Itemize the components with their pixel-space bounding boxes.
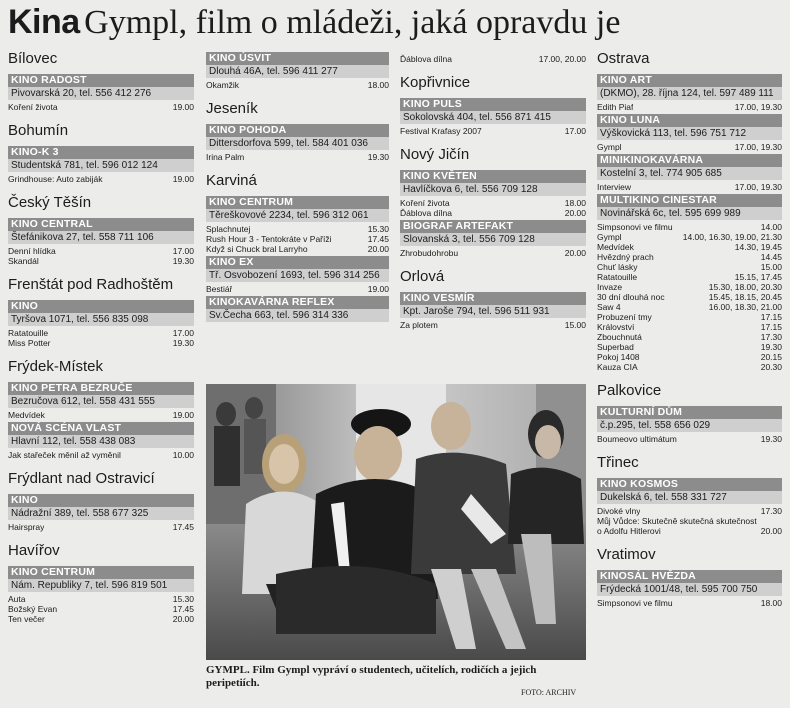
film-title: Probuzení tmy xyxy=(597,312,652,322)
film-list xyxy=(8,592,194,624)
film-showtimes: 17.00, 19.30 xyxy=(734,142,782,152)
city-heading: Třinec xyxy=(597,454,639,471)
cinema-address: Havlíčkova 6, tel. 556 709 128 xyxy=(400,183,586,196)
film-title: Ďáblova dílna xyxy=(400,54,452,64)
film-title: Ratatouille xyxy=(8,328,49,338)
film-showtimes: 15.30 xyxy=(172,594,194,604)
film-title: Boumeovo ultimátum xyxy=(597,434,677,444)
film-row xyxy=(8,604,194,614)
film-showtimes: 17.00, 19.30 xyxy=(734,102,782,112)
cinema-address: Těreškovové 2234, tel. 596 312 061 xyxy=(206,209,389,222)
film-row xyxy=(597,252,782,262)
city-heading: Palkovice xyxy=(597,382,662,399)
film-showtimes: 18.00 xyxy=(564,198,586,208)
film-row xyxy=(8,338,194,348)
film-showtimes: 15.15, 17.45 xyxy=(734,272,782,282)
film-row xyxy=(8,246,194,256)
film-showtimes: 19.30 xyxy=(367,152,389,162)
film-title: Ďáblova dílna xyxy=(400,208,452,218)
cinema-address: Frýdecká 1001/48, tel. 595 700 750 xyxy=(597,583,782,596)
cinema-name: NOVÁ SCÉNA VLAST xyxy=(8,422,194,435)
cinema-listing xyxy=(597,570,782,608)
film-showtimes: 15.00 xyxy=(760,262,782,272)
city-heading: Frýdlant nad Ostravicí xyxy=(8,470,155,487)
cinema-address: Pivovarská 20, tel. 556 412 276 xyxy=(8,87,194,100)
film-showtimes: 20.15 xyxy=(760,352,782,362)
cinema-listing xyxy=(8,422,194,460)
cinema-name: KINOSÁL HVĚZDA xyxy=(597,570,782,583)
cinema-name: KINO KVĚTEN xyxy=(400,170,586,183)
film-row xyxy=(8,256,194,266)
film-row xyxy=(597,598,782,608)
film-row xyxy=(597,222,782,232)
film-showtimes: 14.30, 19.45 xyxy=(734,242,782,252)
cinema-address: Kostelní 3, tel. 774 905 685 xyxy=(597,167,782,180)
film-showtimes: 20.00 xyxy=(172,614,194,624)
film-title: Ten večer xyxy=(8,614,45,624)
listing-column-3 xyxy=(400,52,586,332)
city-heading: Vratimov xyxy=(597,546,656,563)
city-heading: Havířov xyxy=(8,542,60,559)
headline-kina: Kina xyxy=(8,3,80,41)
city-heading: Karviná xyxy=(206,172,257,189)
film-row xyxy=(597,332,782,342)
cinema-listing xyxy=(206,296,389,322)
film-title: Koření života xyxy=(8,102,58,112)
film-showtimes: 15.30 xyxy=(367,224,389,234)
cinema-name: KULTURNÍ DŮM xyxy=(597,406,782,419)
film-list xyxy=(400,246,586,258)
film-title: Saw 4 xyxy=(597,302,621,312)
cinema-name: KINO PULS xyxy=(400,98,586,111)
cinema-address: Dukelská 6, tel. 558 331 727 xyxy=(597,491,782,504)
film-row xyxy=(597,232,782,242)
film-row xyxy=(597,322,782,332)
cinema-name: KINO ART xyxy=(597,74,782,87)
cinema-listing xyxy=(400,220,586,258)
film-row xyxy=(206,80,389,90)
cinema-listing xyxy=(8,300,194,348)
film-showtimes: 18.00 xyxy=(760,598,782,608)
cinema-name: KINO CENTRUM xyxy=(206,196,389,209)
film-still-photo xyxy=(206,384,586,660)
city-heading: Nový Jičín xyxy=(400,146,470,163)
city-heading: Frýdek-Místek xyxy=(8,358,104,375)
film-showtimes: 20.00 xyxy=(760,526,782,536)
cinema-address: Sv.Čecha 663, tel. 596 314 336 xyxy=(206,309,389,322)
cinema-listing xyxy=(597,406,782,444)
city-heading: Frenštát pod Radhoštěm xyxy=(8,276,174,293)
cinema-address: Dlouhá 46A, tel. 596 411 277 xyxy=(206,65,389,78)
film-showtimes: 20.00 xyxy=(367,244,389,254)
film-row xyxy=(206,234,389,244)
cinema-address: Tyršova 1071, tel. 556 835 098 xyxy=(8,313,194,326)
film-showtimes: 14.00 xyxy=(760,222,782,232)
film-showtimes: 17.00 xyxy=(172,328,194,338)
cinema-address: (DKMO), 28. října 124, tel. 597 489 111 xyxy=(597,87,782,100)
cinema-name: KINO ÚSVIT xyxy=(206,52,389,65)
film-list xyxy=(8,326,194,348)
film-row xyxy=(206,152,389,162)
film-title: Hairspray xyxy=(8,522,45,532)
cinema-listing xyxy=(8,494,194,532)
film-title: Auta xyxy=(8,594,26,604)
film-title: Můj Vůdce: Skutečně skutečná skutečnost xyxy=(597,516,757,526)
cinema-name: KINOKAVÁRNA REFLEX xyxy=(206,296,389,309)
film-title: Interview xyxy=(597,182,632,192)
film-showtimes: 19.00 xyxy=(172,102,194,112)
film-list xyxy=(8,520,194,532)
cinema-name: KINO LUNA xyxy=(597,114,782,127)
film-row xyxy=(8,522,194,532)
cinema-listing xyxy=(8,146,194,184)
city-heading: Jeseník xyxy=(206,100,258,117)
cinema-address: č.p.295, tel. 558 656 029 xyxy=(597,419,782,432)
film-title: o Adolfu Hitlerovi xyxy=(597,526,661,536)
film-row xyxy=(400,198,586,208)
film-row xyxy=(597,292,782,302)
film-row xyxy=(597,352,782,362)
cinema-address: Novinářská 6c, tel. 595 699 989 xyxy=(597,207,782,220)
film-row xyxy=(597,302,782,312)
film-row xyxy=(206,224,389,234)
film-showtimes: 19.30 xyxy=(172,338,194,348)
photo-caption xyxy=(206,664,586,690)
film-row xyxy=(597,362,782,372)
film-showtimes: 17.00, 20.00 xyxy=(538,54,586,64)
film-title: Ratatouille xyxy=(597,272,638,282)
film-showtimes: 19.00 xyxy=(367,284,389,294)
film-showtimes: 17.45 xyxy=(367,234,389,244)
film-row xyxy=(400,248,586,258)
cinema-name: KINO-K 3 xyxy=(8,146,194,159)
film-showtimes: 19.30 xyxy=(760,342,782,352)
cinema-name: MULTIKINO CINESTAR xyxy=(597,194,782,207)
film-showtimes: 17.00, 19.30 xyxy=(734,182,782,192)
film-list xyxy=(206,78,389,90)
film-row xyxy=(400,54,586,64)
cinema-name: KINO POHODA xyxy=(206,124,389,137)
film-list xyxy=(400,124,586,136)
film-list xyxy=(8,100,194,112)
cinema-address: Tř. Osvobození 1693, tel. 596 314 256 xyxy=(206,269,389,282)
cinema-listing xyxy=(400,292,586,330)
cinema-address: Dittersdorfova 599, tel. 584 401 036 xyxy=(206,137,389,150)
cinema-listing xyxy=(8,218,194,266)
listing-column-2 xyxy=(206,52,389,324)
listing-column-1 xyxy=(8,50,194,626)
film-showtimes: 17.30 xyxy=(760,332,782,342)
film-row xyxy=(597,182,782,192)
cinema-listing xyxy=(597,478,782,536)
cinema-name: MINIKINOKAVÁRNA xyxy=(597,154,782,167)
film-title: Grindhouse: Auto zabiják xyxy=(8,174,103,184)
film-showtimes: 17.00 xyxy=(564,126,586,136)
cinema-name: KINO CENTRUM xyxy=(8,566,194,579)
film-title: Skandál xyxy=(8,256,39,266)
film-title: Když si Chuck bral Larryho xyxy=(206,244,308,254)
film-showtimes: 15.00 xyxy=(564,320,586,330)
film-title: Božský Evan xyxy=(8,604,58,614)
film-row xyxy=(597,434,782,444)
caption-text: Film Gympl vypráví o studentech, učitelích, rodičích a jejich peripetiích. xyxy=(206,664,537,689)
cinema-name: KINO PETRA BEZRUČE xyxy=(8,382,194,395)
headline xyxy=(8,0,620,44)
cinema-listing xyxy=(597,194,782,372)
film-showtimes: 17.45 xyxy=(172,522,194,532)
film-title: Hvězdný prach xyxy=(597,252,654,262)
cinema-name: KINO CENTRAL xyxy=(8,218,194,231)
film-title: Kauza CIA xyxy=(597,362,638,372)
film-row xyxy=(597,312,782,322)
film-list xyxy=(400,196,586,218)
cinema-name: KINO RADOST xyxy=(8,74,194,87)
film-showtimes: 17.45 xyxy=(172,604,194,614)
film-showtimes: 10.00 xyxy=(172,450,194,460)
cinema-listing xyxy=(400,52,586,64)
film-title: Jak stařeček měnil až vyměnil xyxy=(8,450,121,460)
film-title: Irina Palm xyxy=(206,152,245,162)
film-showtimes: 17.15 xyxy=(760,312,782,322)
cinema-name: KINO xyxy=(8,300,194,313)
film-title: Zhrobudohrobu xyxy=(400,248,459,258)
film-showtimes: 15.30, 18.00, 20.30 xyxy=(708,282,782,292)
film-title: Denní hlídka xyxy=(8,246,56,256)
cinema-listing xyxy=(206,196,389,254)
film-title: Miss Potter xyxy=(8,338,51,348)
film-title: Medvídek xyxy=(597,242,634,252)
cinema-name: KINO KOSMOS xyxy=(597,478,782,491)
film-list xyxy=(597,432,782,444)
film-list xyxy=(597,596,782,608)
film-title: Rush Hour 3 - Tentokráte v Paříži xyxy=(206,234,332,244)
film-row xyxy=(400,208,586,218)
film-row xyxy=(597,102,782,112)
city-heading: Ostrava xyxy=(597,50,650,67)
cinema-listing xyxy=(597,114,782,152)
film-showtimes: 19.00 xyxy=(172,410,194,420)
film-row xyxy=(597,516,782,526)
listing-column-4 xyxy=(597,50,782,610)
cinema-listing xyxy=(8,74,194,112)
city-heading: Kopřivnice xyxy=(400,74,471,91)
film-row xyxy=(597,242,782,252)
film-title: Království xyxy=(597,322,635,332)
film-title: Festival Krafasy 2007 xyxy=(400,126,482,136)
film-row xyxy=(597,506,782,516)
film-list xyxy=(597,504,782,536)
film-title: 30 dní dlouhá noc xyxy=(597,292,665,302)
cinema-listing xyxy=(400,98,586,136)
cinema-address: Sokolovská 404, tel. 556 871 415 xyxy=(400,111,586,124)
film-showtimes: 14.00, 16.30, 19.00, 21.30 xyxy=(682,232,782,242)
film-row xyxy=(400,126,586,136)
city-heading: Český Těšín xyxy=(8,194,92,211)
film-title: Simpsonovi ve filmu xyxy=(597,598,673,608)
film-row xyxy=(8,174,194,184)
film-row xyxy=(8,410,194,420)
cinema-address: Kpt. Jaroše 794, tel. 596 511 931 xyxy=(400,305,586,318)
cinema-listing xyxy=(400,170,586,218)
film-title: Okamžik xyxy=(206,80,240,90)
film-list xyxy=(597,180,782,192)
film-showtimes: 17.00 xyxy=(172,246,194,256)
film-row xyxy=(597,526,782,536)
cinema-name: KINO VESMÍR xyxy=(400,292,586,305)
cinema-name: KINO xyxy=(8,494,194,507)
film-row xyxy=(8,614,194,624)
film-showtimes: 19.00 xyxy=(172,174,194,184)
film-showtimes: 20.00 xyxy=(564,248,586,258)
film-list xyxy=(206,282,389,294)
cinema-name: KINO EX xyxy=(206,256,389,269)
film-showtimes: 14.45 xyxy=(760,252,782,262)
film-showtimes: 17.15 xyxy=(760,322,782,332)
cinema-name: BIOGRAF ARTEFAKT xyxy=(400,220,586,233)
film-row xyxy=(8,450,194,460)
film-showtimes: 17.30 xyxy=(760,506,782,516)
film-list xyxy=(206,222,389,254)
cinema-listing xyxy=(597,74,782,112)
film-title: Invaze xyxy=(597,282,623,292)
film-list xyxy=(8,172,194,184)
cinema-listing xyxy=(597,154,782,192)
film-title: Gympl xyxy=(597,142,622,152)
city-heading: Bohumín xyxy=(8,122,69,139)
cinema-address: Hlavní 112, tel. 558 438 083 xyxy=(8,435,194,448)
film-row xyxy=(8,102,194,112)
headline-text: Gympl, film o mládeži, jaká opravdu je xyxy=(84,4,621,41)
film-row xyxy=(597,272,782,282)
cinema-address: Nám. Republiky 7, tel. 596 819 501 xyxy=(8,579,194,592)
film-row xyxy=(400,320,586,330)
film-title: Za plotem xyxy=(400,320,438,330)
cinema-listing xyxy=(206,124,389,162)
film-title: Medvídek xyxy=(8,410,45,420)
film-title: Chuť lásky xyxy=(597,262,638,272)
film-list xyxy=(8,408,194,420)
film-showtimes: 19.30 xyxy=(760,434,782,444)
film-title: Pokoj 1408 xyxy=(597,352,640,362)
film-title: Divoké vlny xyxy=(597,506,641,516)
film-row xyxy=(597,142,782,152)
cinema-address: Výškovická 113, tel. 596 751 712 xyxy=(597,127,782,140)
film-showtimes: 19.30 xyxy=(172,256,194,266)
film-row xyxy=(8,328,194,338)
film-list xyxy=(597,140,782,152)
film-list xyxy=(597,100,782,112)
film-row xyxy=(597,282,782,292)
film-list xyxy=(8,448,194,460)
cinema-address: Nádražní 389, tel. 558 677 325 xyxy=(8,507,194,520)
cinema-listing xyxy=(206,256,389,294)
film-row xyxy=(597,342,782,352)
film-showtimes: 20.30 xyxy=(760,362,782,372)
film-title: Splachnutej xyxy=(206,224,251,234)
film-list xyxy=(597,220,782,372)
cinema-address: Studentská 781, tel. 596 012 124 xyxy=(8,159,194,172)
film-list xyxy=(400,52,586,64)
film-list xyxy=(8,244,194,266)
city-heading: Bílovec xyxy=(8,50,58,67)
film-title: Bestiář xyxy=(206,284,233,294)
cinema-address: Bezručova 612, tel. 558 431 555 xyxy=(8,395,194,408)
film-showtimes: 16.00, 18.30, 21.00 xyxy=(708,302,782,312)
city-heading: Orlová xyxy=(400,268,445,285)
film-row xyxy=(597,262,782,272)
film-showtimes: 18.00 xyxy=(367,80,389,90)
film-row xyxy=(8,594,194,604)
film-title: Superbad xyxy=(597,342,634,352)
film-row xyxy=(206,284,389,294)
photo-credit: FOTO: ARCHIV xyxy=(521,688,577,697)
film-title: Koření života xyxy=(400,198,450,208)
cinema-address: Slovanská 3, tel. 556 709 128 xyxy=(400,233,586,246)
film-title: Edith Piaf xyxy=(597,102,634,112)
film-row xyxy=(206,244,389,254)
cinema-address: Štefánikova 27, tel. 558 711 106 xyxy=(8,231,194,244)
cinema-listing xyxy=(8,566,194,624)
cinema-listing xyxy=(8,382,194,420)
film-title: Simpsonovi ve filmu xyxy=(597,222,673,232)
film-title: Zbouchnutá xyxy=(597,332,642,342)
film-list xyxy=(400,318,586,330)
film-showtimes: 15.45, 18.15, 20.45 xyxy=(708,292,782,302)
caption-lead: GYMPL. xyxy=(206,664,250,676)
film-showtimes: 20.00 xyxy=(564,208,586,218)
film-list xyxy=(206,150,389,162)
film-title: Gympl xyxy=(597,232,622,242)
cinema-listing xyxy=(206,52,389,90)
